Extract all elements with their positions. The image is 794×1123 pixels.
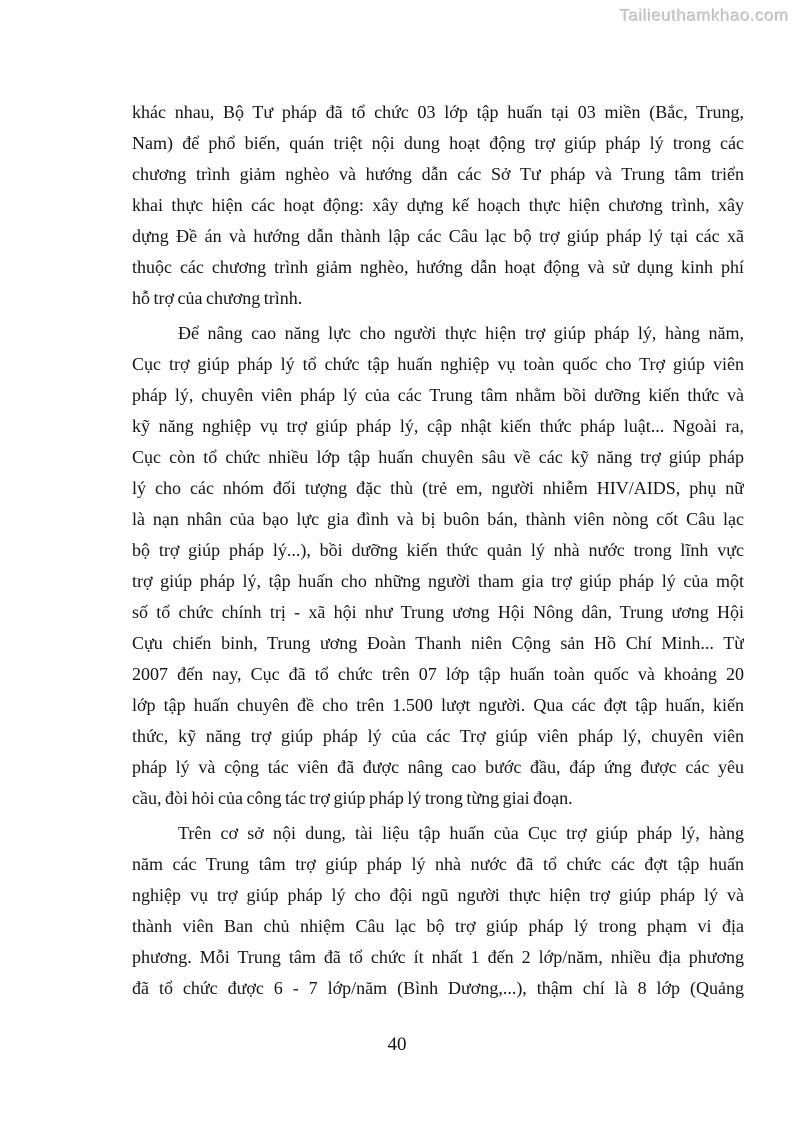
text-line: khác nhau, Bộ Tư pháp đã tổ chức 03 lớp tập huấn tại 03 miền (Bắc, Trung, — [132, 102, 744, 122]
text-line: số tổ chức chính trị - xã hội như Trung ương Hội Nông dân, Trung ương Hội — [132, 602, 744, 622]
text-line: đã tổ chức được 6 - 7 lớp/năm (Bình Dương,...), thậm chí là 8 lớp (Quảng — [132, 978, 744, 998]
document-body — [132, 97, 744, 1004]
text-line: 2007 đến nay, Cục đã tổ chức trên 07 lớp tập huấn toàn quốc và khoảng 20 — [132, 664, 744, 684]
text-line: Trên cơ sở nội dung, tài liệu tập huấn của Cục trợ giúp pháp lý, hàng — [178, 823, 744, 843]
text-line: thuộc các chương trình giảm nghèo, hướng dẫn hoạt động và sử dụng kinh phí — [132, 257, 744, 277]
text-line: phương. Mỗi Trung tâm đã tổ chức ít nhất 1 đến 2 lớp/năm, nhiều địa phương — [132, 947, 744, 967]
text-line: nghiệp vụ trợ giúp pháp lý cho đội ngũ người thực hiện trợ giúp pháp lý và — [132, 885, 744, 905]
text-line: chương trình giảm nghèo và hướng dẫn các Sở Tư pháp và Trung tâm triển — [132, 164, 744, 184]
text-line: pháp lý, chuyên viên pháp lý của các Trung tâm nhằm bồi dưỡng kiến thức và — [132, 385, 744, 405]
text-line: cầu, đòi hỏi của công tác trợ giúp pháp lý trong từng giai đoạn. — [132, 788, 573, 808]
text-line: năm các Trung tâm trợ giúp pháp lý nhà nước đã tổ chức các đợt tập huấn — [132, 854, 744, 874]
text-line: Nam) để phổ biến, quán triệt nội dung hoạt động trợ giúp pháp lý trong các — [132, 133, 744, 153]
text-line: khai thực hiện các hoạt động: xây dựng kế hoạch thực hiện chương trình, xây — [132, 195, 744, 215]
text-line: bộ trợ giúp pháp lý...), bồi dưỡng kiến thức quản lý nhà nước trong lĩnh vực — [132, 540, 744, 560]
text-line: kỹ năng nghiệp vụ trợ giúp pháp lý, cập nhật kiến thức pháp luật... Ngoài ra, — [132, 416, 744, 436]
paragraph — [132, 318, 744, 814]
text-line: Để nâng cao năng lực cho người thực hiện trợ giúp pháp lý, hàng năm, — [178, 323, 744, 343]
page-number: 40 — [387, 1034, 407, 1055]
text-line: Cục trợ giúp pháp lý tổ chức tập huấn nghiệp vụ toàn quốc cho Trợ giúp viên — [132, 354, 744, 374]
text-line: hỗ trợ của chương trình. — [132, 288, 303, 308]
text-line: là nạn nhân của bạo lực gia đình và bị buôn bán, thành viên nòng cốt Câu lạc — [132, 509, 744, 529]
watermark: Tailieuthamkhao.com — [619, 6, 789, 25]
text-line: thành viên Ban chủ nhiệm Câu lạc bộ trợ giúp pháp lý trong phạm vi địa — [132, 916, 744, 936]
text-line: pháp lý và cộng tác viên đã được nâng cao bước đầu, đáp ứng được các yêu — [132, 757, 744, 777]
text-line: Cựu chiến binh, Trung ương Đoàn Thanh niên Cộng sản Hồ Chí Minh... Từ — [132, 633, 744, 653]
text-line: lớp tập huấn chuyên đề cho trên 1.500 lượt người. Qua các đợt tập huấn, kiến — [132, 695, 744, 715]
text-line: thức, kỹ năng trợ giúp pháp lý của các Trợ giúp viên pháp lý, chuyên viên — [132, 726, 744, 746]
paragraph — [132, 97, 744, 314]
text-line: Cục còn tổ chức nhiều lớp tập huấn chuyên sâu về các kỹ năng trợ giúp pháp — [132, 447, 744, 467]
paragraph — [132, 818, 744, 1004]
text-line: lý cho các nhóm đối tượng đặc thù (trẻ em, người nhiễm HIV/AIDS, phụ nữ — [132, 478, 744, 498]
text-line: dựng Đề án và hướng dẫn thành lập các Câu lạc bộ trợ giúp pháp lý tại các xã — [132, 226, 744, 246]
text-line: trợ giúp pháp lý, tập huấn cho những người tham gia trợ giúp pháp lý của một — [132, 571, 744, 591]
